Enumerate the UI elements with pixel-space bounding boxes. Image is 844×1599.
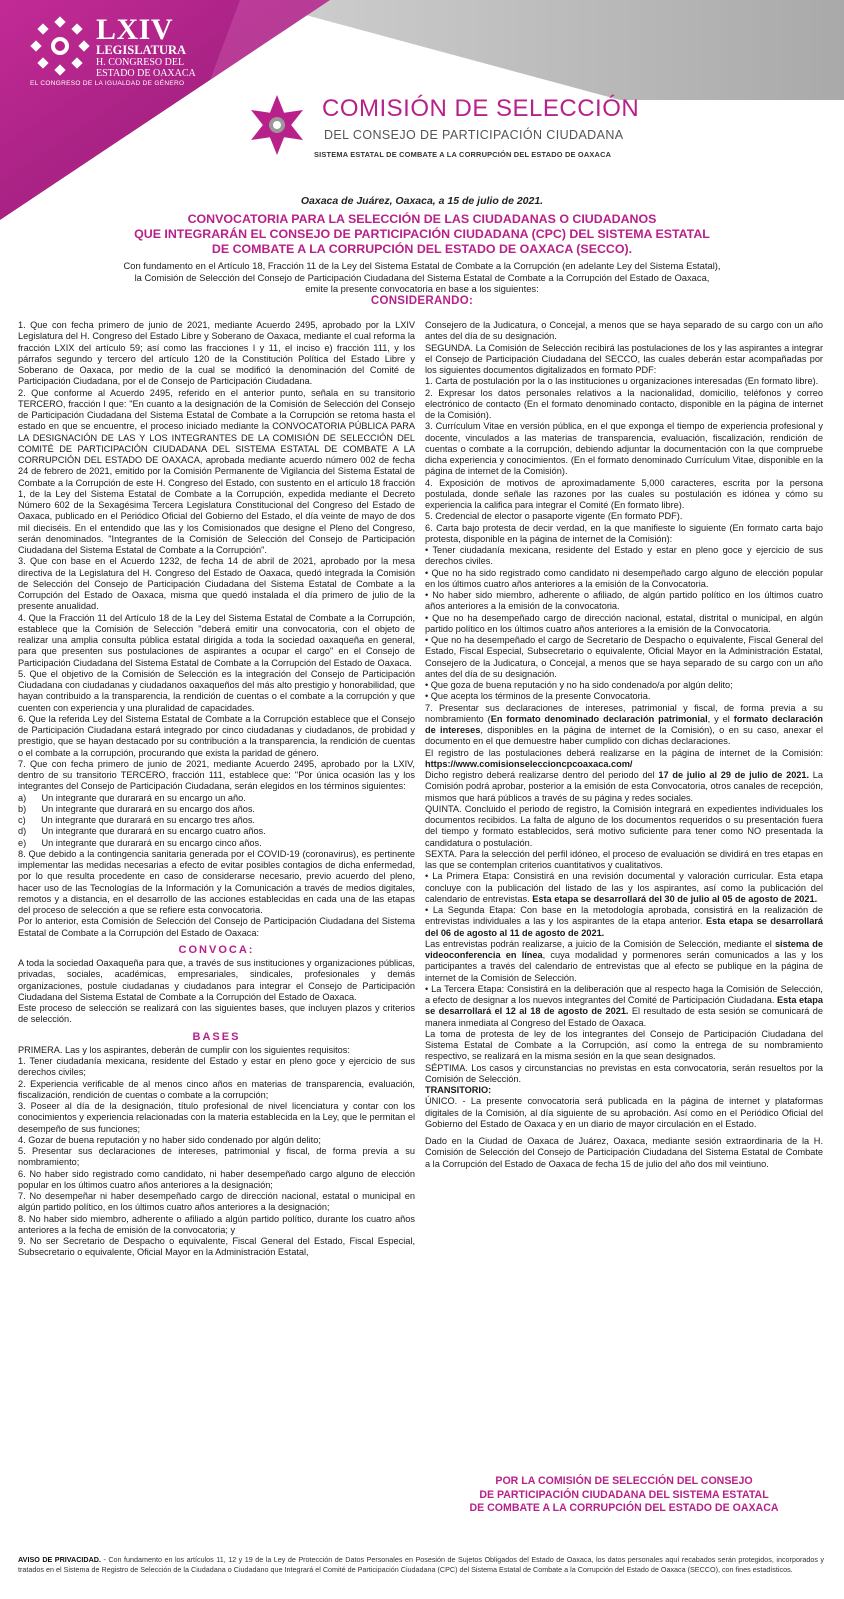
convoca-text-2: Este proceso de selección se realizará con las siguientes bases, que incluyen plazos y criterios de selección. [18,1003,415,1025]
stage-dates: Esta etapa se desarrollará del 06 de agosto al 11 de agosto de 2021. [425,916,824,938]
stage-text: • La Tercera Etapa: Consistirá en la deliberación que al respecto haga la Comisión de Selección, a efecto de designar a los nuevos integrantes del Comité de Participación Ciudadana. [425,983,823,1005]
term-item: c) Un integrante que durarará en su encargo tres años. [18,815,255,825]
convocatoria-title [0,212,844,257]
document-item: 2. Expresar los datos personales relativos a la nacionalidad, domicilio, teléfonos y correo electrónico de contacto (En el formato denominado contacto, disponible en la página de internet de la Comisión). [425,387,823,420]
protest-bullet: • Que acepta los términos de la presente Convocatoria. [425,691,651,702]
stage-text: • La Primera Etapa: Consistirá en una revisión documental y valoración curricular. Esta etapa concluye con la publicación del listado de las y los aspirantes, así como la publicación del calendario de entrevistas. [425,871,823,904]
interviews-paragraph [425,939,823,984]
intro-line: Con fundamento en el Artículo 18, Fracción 11 de la Ley del Sistema Estatal de Combate a la Corrupción (en adelante Ley del Sistema Estatal), [123,260,721,271]
right-column [425,320,823,1170]
legislature-block [96,13,196,79]
intro-paragraph [0,260,844,295]
doc7-text: 7. Presentar sus declaraciones de intereses, patrimonial y fiscal, de forma previa a su nombramiento ( [425,702,823,724]
term-item: e) Un integrante que durarará en su encargo cinco años. [18,837,262,848]
commission-title: COMISIÓN DE SELECCIÓN [322,95,640,122]
title-line: DE COMBATE A LA CORRUPCIÓN DEL ESTADO DE OAXACA (SECCO). [211,242,633,256]
document-item-7 [425,703,823,748]
system-line: SISTEMA ESTATAL DE COMBATE A LA CORRUPCIÓN DEL ESTADO DE OAXACA [314,150,612,159]
stage-text: • La Segunda Etapa: Con base en la metodología aprobada, consistirá en la realización de entrevistas individuales a las y los aspirantes de la etapa anterior. [425,905,823,927]
legislature-word: LEGISLATURA [96,43,187,57]
signature-line: DE PARTICIPACIÓN CIUDADANA DEL SISTEMA ESTATAL [479,1488,769,1501]
term-item: b) Un integrante que durarará en su encargo dos años. [18,803,255,814]
requirement-item: 8. No haber sido miembro, adherente o afiliado a algún partido político, durante los cuatro años anteriores a la fecha de emisión de la convocatoria; y [18,1213,415,1235]
privacy-notice [18,1555,824,1574]
stage-3 [425,984,823,1029]
convoca-heading: CONVOCA: [178,943,255,956]
transitorio-heading: TRANSITORIO: [425,1085,492,1095]
registration-link[interactable]: https://www.comisionseleccioncpcoaxaca.com/ [425,758,633,769]
quinta-base: QUINTA. Concluido el periodo de registro, la Comisión integrará en expedientes individuales los documentos recibidos. La falta de alguno de los documentos requeridos o su presentación fuera del tiempo y formato establecidos, será motivo suficiente para tener como NO presentada la candidatura o postulación. [425,803,823,848]
document-item: 1. Carta de postulación por la o las instituciones u organizaciones interesadas (En formato libre). [425,376,819,387]
period-text: La Comisión podrá aprobar, posterior a la emisión de esta Convocatoria, otros canales de recepción, mismos que hará públicos a través de su página y redes sociales. [425,770,824,803]
requirement-item: 4. Gozar de buena reputación y no haber sido condenado por algún delito; [18,1134,321,1145]
registration-paragraph [425,748,823,771]
protest-bullet: • Que goza de buena reputación y no ha sido condenado/a por algún delito; [425,680,733,690]
signature-line: DE COMBATE A LA CORRUPCIÓN DEL ESTADO DE OAXACA [469,1502,779,1514]
unico-paragraph: ÚNICO. - La presente convocatoria será publicada en la página de internet y plataformas digitales de la Comisión, al día siguiente de su aprobación. Así como en el Periódico Oficial del Gobierno del Estado de Oaxaca y en un diario de mayor circulación en el Estado. [425,1096,823,1129]
considerando-7: 7. Que con fecha primero de junio de 2021, mediante Acuerdo 2495, aprobado por la LXIV, dentro de su transitorio TERCERO, fracción 111, establece que: "Por única ocasión las y los integrantes del Consejo de Participación Ciudadana, serán elegidos en los términos siguientes: [18,758,415,792]
document-item: 4. Exposición de motivos de aproximadamente 5,000 caracteres, escrita por la persona postulada, donde señale las razones por las cuales su postulación es idónea y cómo su experiencia la califica para integrar el Comité (En formato libre). [425,477,823,510]
left-column [18,320,415,1259]
title-line: QUE INTEGRARÁN EL CONSEJO DE PARTICIPACIÓN CIUDADANA (CPC) DEL SISTEMA ESTATAL [134,227,710,241]
considerando-6: 6. Que la referida Ley del Sistema Estatal de Combate a la Corrupción establece que el Consejo de Participación Ciudadana estará integrado por cinco ciudadanas y ciudadanos, de probidad y prestigio, que se hayan destacado por su contribución a la transparencia, la rendición de cuentas o el combate a la corrupción, procurando que exista la paridad de género. [18,713,415,758]
doc7-text: , y el [707,713,734,724]
considerando-2: 2. Que conforme al Acuerdo 2495, referido en el anterior punto, señala en su transitorio TERCERO, fracción I que: "En cuanto a la designación de la Comisión de Selección del Consejo de Participación Ciudadana del Sistema Estatal de Combate a la Corrupción se retoma hasta el estado en que se encuentre, el proceso iniciado mediante la CONVOCATORIA PÚBLICA PARA LA DESIGNACIÓN DE LAS Y LOS INTEGRANTES DE LA COMISIÓN DE SELECCIÓN DEL COMITÉ DE PARTICIPACIÓN CIUDADANA DEL SISTEMA ESTATAL DE COMBATE A LA CORRUPCIÓN DEL ESTADO DE OAXACA, aprobada mediante acuerdo número 002 de fecha 24 de febrero de 2021, emitido por la Comisión Permanente de Vigilancia del Sistema Estatal de Combate a la Corrupción de este H. Congreso del Estado, con sustento en el artículo 18 fracción 1, de la Ley del Sistema Estatal de Combate a la Corrupción, expedida mediante el Decreto Número 602 de la Sexagésima Tercera Legislatura Constitucional del Congreso del Estado de Oaxaca, publicado en el Periódico Oficial del Gobierno del Estado, el día veinte de mayo de dos mil dieciséis. En el entendido que las y los Comisionados que designe el Pleno del Congreso, serán denominados. "Integrantes de la Comisión de Selección del Consejo de Participación Ciudadana del Sistema Estatal de Combate a la Corrupción". [18,387,415,555]
signature-block [425,1475,823,1516]
considerando-1: 1. Que con fecha primero de junio de 2021, mediante Acuerdo 2495, aprobado por la LXIV Legislatura del H. Congreso del Estado Libre y Soberano de Oaxaca, mediante el cual reforma la fracción LXIX del artículo 59; así como las fracciones I y 11, el inciso e) fracción 111, y los párrafos segundo y tercero del artículo 120 de la Constitución Política del Estado Libre y Soberano de Oaxaca, por medio de la cual se modificó la denominación del Comité de Participación Ciudadana, por el de Consejo de Participación Ciudadana. [18,320,415,387]
considerando-8: 8. Que debido a la contingencia sanitaria generada por el COVID-19 (coronavirus), es pertinente implementar las medidas necesarias a efecto de evitar posibles contagios de dicha enfermedad, por lo que resulta procedente en caso de considerarse necesario, previo acuerdo del pleno, hacer uso de las Tecnologías de la Información y la Comunicación a través de medios digitales, remotos y a distancia, en el desarrollo de las acciones establecidas en cada una de las etapas del proceso de selección a que se refiere esta convocatoria. [18,848,415,915]
doc7-intereses: formato declaración de intereses [425,713,823,735]
protest-bullet: • Que no ha desempeñado el cargo de Secretario de Despacho o equivalente, Fiscal General del Estado, Fiscal Especial, Subsecretario o equivalente, Oficial Mayor en la Administración Estatal, Consejero de la Judicatura, o Concejal, a menos que se haya separado de su cargo con un año antes del día de su designación. [425,635,823,679]
septima-base: SÉPTIMA. Los casos y circunstancias no previstas en esta convocatoria, serán resueltos por la Comisión de Selección. [425,1062,823,1084]
congress-line-2: ESTADO DE OAXACA [96,68,196,79]
commission-emblem-icon [244,92,310,158]
requirement-item: 1. Tener ciudadanía mexicana, residente del Estado y estar en pleno goce y ejercicio de sus derechos civiles; [18,1056,415,1078]
interviews-text: , cuya modalidad y pormenores serán comunicados a las y los participantes a través del calendario de entrevistas que al efecto se publique en la página de internet de la Comisión de Selección. [425,950,823,983]
considerando-heading: CONSIDERANDO: [370,295,474,307]
stage-dates: Esta etapa se desarrollará del 30 de julio al 05 de agosto de 2021. [532,893,818,904]
sexta-base: SEXTA. Para la selección del perfil idóneo, el proceso de evaluación se dividirá en tres etapas en las que se contemplan criterios cuantitativos y cualitativos. [425,848,823,870]
document-item: 5. Credencial de elector o pasaporte vigente (En formato PDF). [425,511,683,522]
intro-line: la Comisión de Selección del Consejo de Participación Ciudadana del Sistema Estatal de Combate a la Corrupción del Estado de Oaxaca, [134,271,710,283]
signature-line: POR LA COMISIÓN DE SELECCIÓN DEL CONSEJO [495,1475,753,1487]
continuation-text: Consejero de la Judicatura, o Concejal, a menos que se haya separado de su cargo con un año antes del día de su designación. [425,320,823,342]
interviews-system: sistema de videoconferencia en línea [425,938,823,960]
protest-bullet: • Que no ha sido registrado como candidato ni desempeñado cargo alguno de elección popular en los últimos cuatro años anteriores a la emisión de la Convocatoria. [425,567,823,589]
oath-paragraph: La toma de protesta de ley de los integrantes del Consejo de Participación Ciudadana del Sistema Estatal de Combate a la Corrupción, así como la entrega de su nombramiento respectivo, se realizará en la misma sesión en la que sean designados. [425,1028,823,1062]
closing-paragraph: Por lo anterior, esta Comisión de Selección del Consejo de Participación Ciudadana del Sistema Estatal de Combate a la Corrupción del Estado de Oaxaca: [18,916,415,938]
commission-subtitle: DEL CONSEJO DE PARTICIPACIÓN CIUDADANA [324,128,624,142]
document-item: 3. Currículum Vitae en versión pública, en el que exponga el tiempo de experiencia profesional y docente, vinculados a las materias de transparencia, evaluación, fiscalización, rendición de cuentas o combate a la corrupción, debiendo adjuntar la documentación con la que compruebe dicha experiencia y conocimientos. (En el formato denominado Currículum Vitae, disponible en la página de internet de la Comisión). [425,421,823,477]
congress-tagline: EL CONGRESO DE LA IGUALDAD DE GÉNERO [30,80,185,87]
period-paragraph [425,770,823,804]
stage-2 [425,905,823,939]
dado-paragraph: Dado en la Ciudad de Oaxaca de Juárez, Oaxaca, mediante sesión extraordinaria de la H. Comisión de Selección del Consejo de Participación Ciudadana del Sistema Estatal de Combate a la Corrupción del Estado de Oaxaca de fecha 15 de julio del año dos mil veintiuno. [425,1136,823,1169]
segunda-base: SEGUNDA. La Comisión de Selección recibirá las postulaciones de los y las aspirantes a integrar el Consejo de Participación Ciudadana del SECCO, las cuales deberán estar acompañadas por los siguientes documentos digitalizados en formato PDF: [425,342,823,375]
requirement-item: 9. No ser Secretario de Despacho o equivalente, Fiscal General del Estado, Fiscal Especial, Subsecretario o equivalente, Oficial Mayor en la Administración Estatal, [18,1236,415,1258]
doc7-patrimonial: En formato denominado declaración patrimonial [490,713,708,724]
term-item: d) Un integrante que durarará en su encargo cuatro años. [18,826,266,837]
requirement-item: 7. No desempeñar ni haber desempeñado cargo de dirección nacional, estatal o municipal en algún partido político, en los últimos cuatro años anteriores a la designación; [18,1191,415,1213]
period-text: Dicho registro deberá realizarse dentro del periodo del [425,770,659,780]
protest-bullet: • No haber sido miembro, adherente o afiliado, de algún partido político en los últimos cuatro años anteriores a la emisión de la convocatoria. [425,590,823,612]
term-item: a) Un integrante que durarará en su encargo un año. [18,792,246,803]
registration-text: El registro de las postulaciones deberá realizarse en la página de internet de la Comisión: [425,747,823,758]
considerando-3: 3. Que con base en el Acuerdo 1232, de fecha 14 de abril de 2021, aprobado por la mesa directiva de la Legislatura del H. Congreso del Estado de Oaxaca, quedó integrada la Comisión de Selección del Consejo de Participación Ciudadana del Sistema Estatal de Combate a la Corrupción del Estado de Oaxaca, misma que quedó instalada el día primero de julio de la presente anualidad. [18,556,415,612]
date-line: Oaxaca de Juárez, Oaxaca, a 15 de julio de 2021. [300,195,544,207]
protest-bullet: • Tener ciudadanía mexicana, residente del Estado y estar en pleno goce y ejercicio de sus derechos civiles. [425,545,823,567]
title-line: CONVOCATORIA PARA LA SELECCIÓN DE LAS CIUDADANAS O CIUDADANOS [187,212,657,226]
privacy-label: AVISO DE PRIVACIDAD. [18,1555,101,1564]
legislature-roman: LXIV [96,13,174,46]
primera-base: PRIMERA. Las y los aspirantes, deberán de cumplir con los siguientes requisitos: [18,1044,350,1055]
privacy-text: - Con fundamento en los artículos 11, 12 y 19 de la Ley de Protección de Datos Personales en Posesión de Sujetos Obligados del Estado de Oaxaca, los datos personales aquí recabados serán protegidos, incorporados y tratados en el Sistema de Registro de Selección de la Ciudadana o Ciudadano que Integrará el Comité de Participación Ciudadana (CPC) del Sistema Estatal de Combate a la Corrupción del Estado de Oaxaca (SECCO), con fines estadísticos. [18,1555,825,1574]
requirement-item: 3. Poseer al día de la designación, título profesional de nivel licenciatura y contar con los conocimientos y experiencia relacionadas con la materia establecida en la Ley, que le permitan el desempeño de sus funciones; [18,1101,415,1134]
intro-line: emite la presente convocatoria en base a los siguientes: [305,283,539,295]
congress-logo-icon [30,16,90,76]
stage-text: El resultado de esta sesión se comunicará de manera inmediata al Congreso del Estado de Oaxaca. [425,1006,823,1028]
period-dates: 17 de julio al 29 de julio de 2021. [658,770,810,780]
stage-dates: Esta etapa se desarrollará el 12 al 18 de agosto de 2021. [425,995,823,1017]
congress-line-1: H. CONGRESO DEL [96,57,185,68]
protest-bullet: • Que no ha desempeñado cargo de dirección nacional, estatal, distrital o municipal, en algún partido político en los últimos cuatro años anteriores a la emisión de la Convocatoria. [425,612,823,634]
convoca-text: A toda la sociedad Oaxaqueña para que, a través de sus instituciones y organizaciones públicas, privadas, sociales, académicas, empresariales, sindicales, profesionales y demás organizaciones, postule ciudadanas y ciudadanos para integrar el Consejo de Participación Ciudadana del Sistema Estatal de Combate a la Corrupción del Estado de Oaxaca. [18,958,415,1002]
requirement-item: 5. Presentar sus declaraciones de intereses, patrimonial y fiscal, de forma previa a su nombramiento; [18,1146,415,1168]
bases-heading: BASES [192,1030,241,1043]
stage-1 [425,871,823,905]
interviews-text: Las entrevistas podrán realizarse, a juicio de la Comisión de Selección, mediante el [425,938,775,949]
document-item: 6. Carta bajo protesta de decir verdad, en la que manifieste lo siguiente (En formato carta bajo protesta, disponible en la página de internet de la Comisión): [425,522,823,544]
requirement-item: 2. Experiencia verificable de al menos cinco años en materias de transparencia, evaluación, fiscalización, rendición de cuentas o combate a la corrupción; [18,1078,415,1100]
considerando-4: 4. Que la Fracción 11 del Artículo 18 de la Ley del Sistema Estatal de Combate a la Corrupción, establece que la Comisión de Selección "deberá emitir una convocatoria, con el objeto de realizar una amplia consulta pública estatal dirigida a toda la sociedad oaxaqueña en general, para que presenten sus postulaciones de aspirantes a ocupar el cargo" en el Consejo de Participación Ciudadana del Sistema Estatal de Combate a la Corrupción del Estado de Oaxaca. [18,612,415,668]
requirement-item: 6. No haber sido registrado como candidato, ni haber desempeñado cargo alguno de elección popular en los últimos cuatro años anteriores a la designación; [18,1168,415,1190]
considerando-5: 5. Que el objetivo de la Comisión de Selección es la integración del Consejo de Participación Ciudadana con ciudadanas y ciudadanos oaxaqueños del más alto prestigio y honorabilidad, que hayan contribuido a la transparencia, la rendición de cuentas o el combate a la corrupción y que cuenten con experiencia y una pluralidad de capacidades. [18,668,415,713]
doc7-text: , disponibles en la página de internet de la Comisión), o en su caso, anexar el documento en el que demuestre haber cumplido con dichas declaraciones. [425,725,823,747]
